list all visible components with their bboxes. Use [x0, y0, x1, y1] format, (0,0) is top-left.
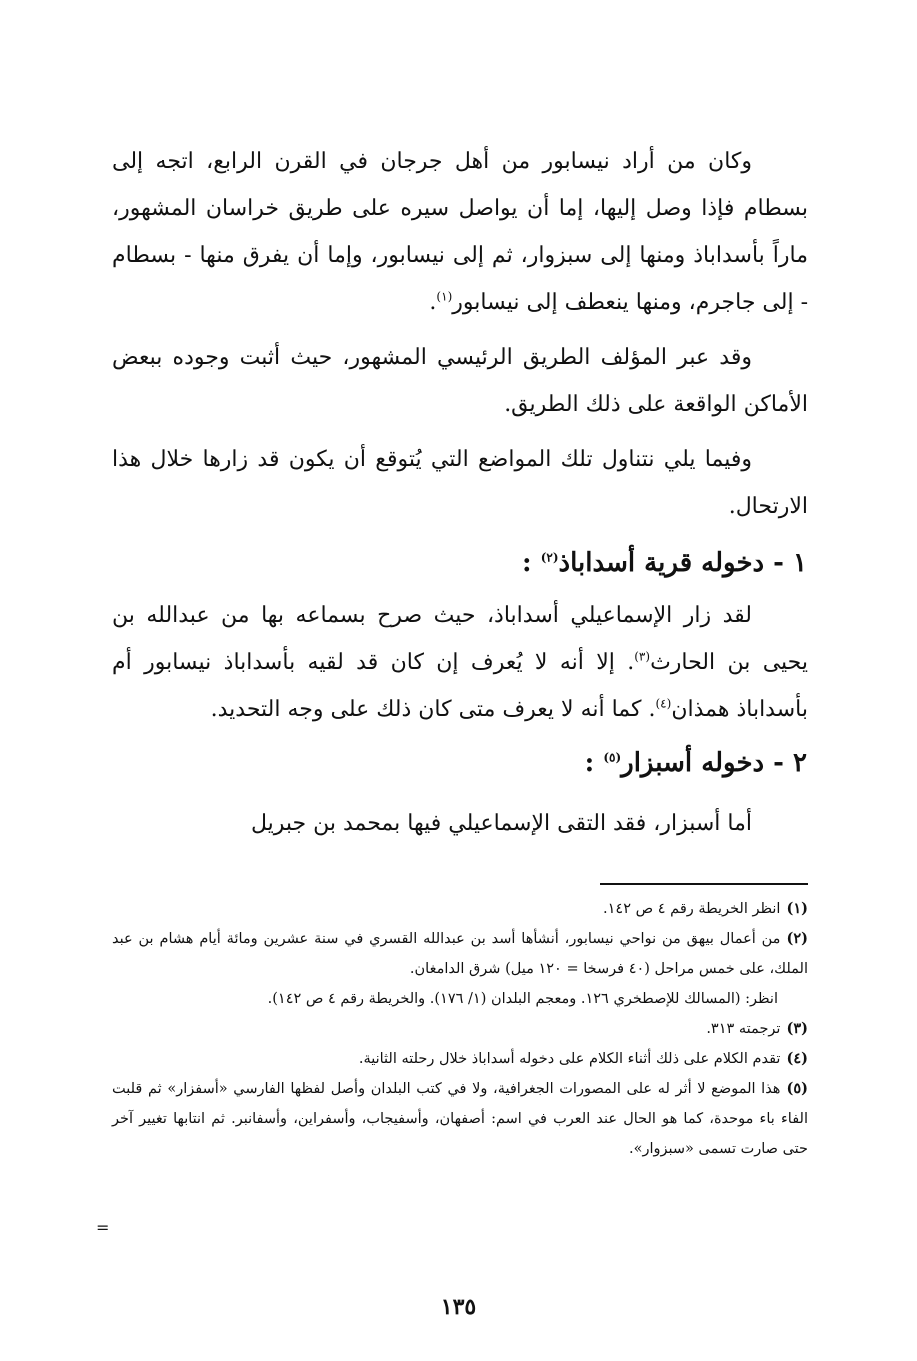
section-1-text — [112, 592, 808, 733]
footnote-2: (٢)من أعمال بيهق من نواحي نيسابور، أنشأها أسد بن عبدالله القسري في سنة عشرين ومائة أيام هشام بن عبد الملك، على خمس مراحل (٤٠ فرسخا = ١٢٠ ميل) شرق الدامغان. — [112, 930, 808, 977]
footnote-ref-4: (٤) — [655, 696, 672, 711]
paragraph-2: وقد عبر المؤلف الطريق الرئيسي المشهور، حيث أثبت وجوده ببعض الأماكن الواقعة على ذلك الطريق. — [112, 345, 808, 417]
footnote-2-reference: انظر: (المسالك للإصطخري ١٢٦. ومعجم البلدان (١/ ١٧٦). والخريطة رقم ٤ ص ١٤٢). — [267, 991, 778, 1007]
section-heading-asbzar: ٢ - دخوله أسبزار$^{(٥)}$ : — [584, 748, 807, 778]
footnote-1: (١)انظر الخريطة رقم ٤ ص ١٤٢. — [603, 900, 808, 917]
footnotes — [112, 894, 808, 1164]
paragraph-1: وكان من أراد نيسابور من أهل جرجان في القرن الرابع، اتجه إلى بسطام فإذا وصل إليها، إما أن يواصل سيره على طريق خراسان المشهور، ماراً بأسداباذ ومنها إلى سبزوار، ثم إلى نيسابور، وإما أن يفرق منها - بسطام - إلى جاجرم، ومنها ينعطف إلى نيسابور$^{(١)}$. — [112, 149, 808, 315]
paragraph-3: وفيما يلي نتناول تلك المواضع التي يُتوقع أن يكون قد زارها خلال هذا الارتحال. — [112, 447, 808, 519]
section-2-text — [112, 800, 808, 847]
footnote-3: (٣)ترجمته ٣١٣. — [706, 1020, 808, 1037]
page-number: ١٣٥ — [440, 1294, 477, 1320]
intro-text — [112, 138, 808, 530]
paragraph-4: لقد زار الإسماعيلي أسداباذ، حيث صرح بسماعه بها من عبدالله بن يحيى بن الحارث$^{(٣)}$. إلا أنه لا يُعرف إن كان قد لقيه بأسداباذ نيسابور أم بأسداباذ همذان$^{(٤)}$. كما أنه لا يعرف متى كان ذلك على وجه التحديد. — [112, 603, 808, 722]
footnote-separator — [600, 883, 808, 885]
footnote-ref-1: (١) — [436, 289, 453, 304]
footnote-ref-3: (٣) — [634, 649, 651, 664]
continuation-mark: = — [96, 1218, 110, 1237]
section-heading-asadabad: ١ - دخوله قرية أسداباذ$^{(٢)}$ : — [522, 548, 807, 578]
footnote-ref-2: (٢) — [540, 550, 559, 565]
paragraph-5: أما أسبزار، فقد التقى الإسماعيلي فيها بمحمد بن جبريل — [250, 811, 752, 836]
footnote-ref-5: (٥) — [603, 750, 622, 765]
footnote-5: (٥)هذا الموضع لا أثر له على المصورات الجغرافية، ولا في كتب البلدان وأصل لفظها الفارسي «أسفزار» ثم قلبت الفاء باء موحدة، كما هو الحال عند العرب في اسم: أصفهان، وأسفيجاب، وأسفراين، وأسفانبر. ثم انتابها تغيير آخر حتى صارت تسمى «سبزوار». — [112, 1080, 808, 1157]
footnote-4: (٤)تقدم الكلام على ذلك أثناء الكلام على دخوله أسداباذ خلال رحلته الثانية. — [358, 1050, 808, 1067]
